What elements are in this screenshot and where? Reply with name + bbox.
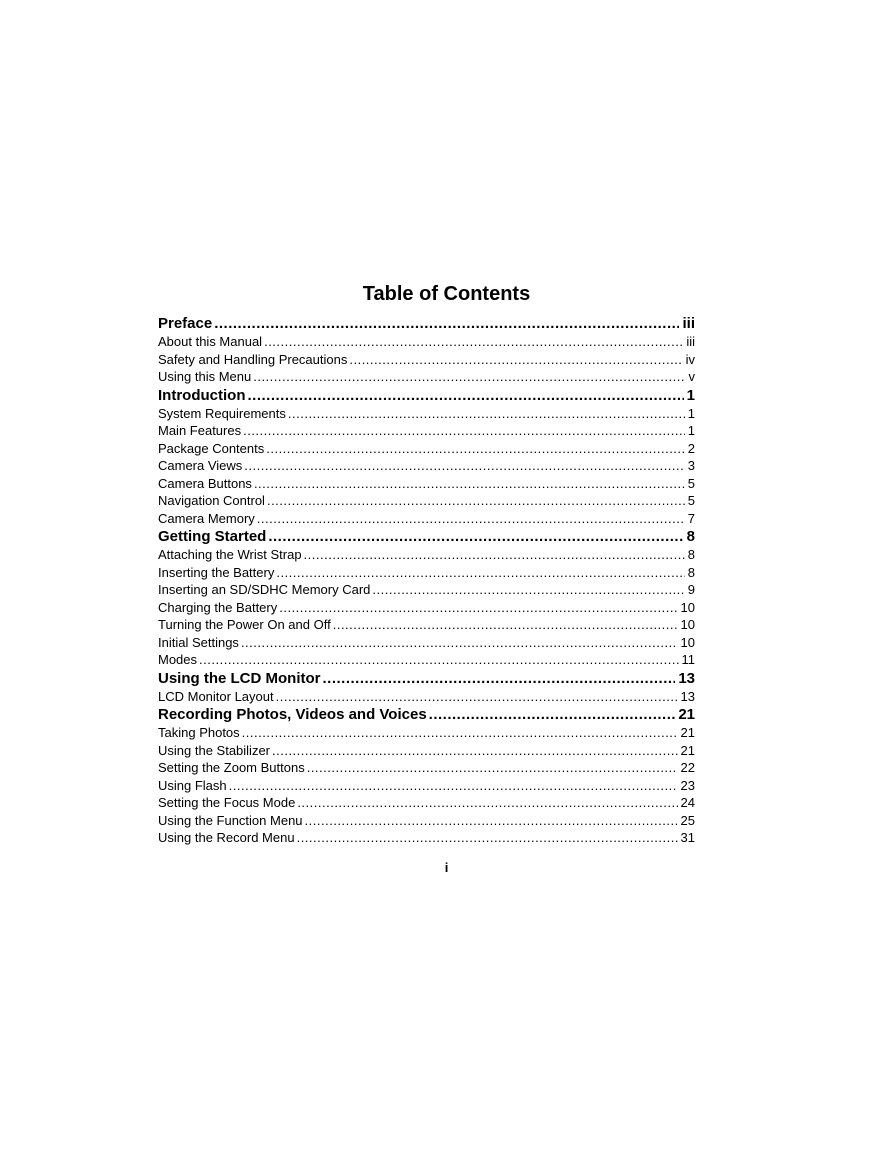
toc-leader-dots bbox=[333, 616, 678, 634]
toc-page-number: 24 bbox=[680, 795, 695, 810]
toc-entry[interactable] bbox=[158, 599, 695, 617]
toc-entry-title: Safety and Handling Precautions bbox=[158, 351, 348, 367]
toc-entry[interactable] bbox=[158, 777, 695, 795]
toc-page-number: 21 bbox=[678, 706, 695, 723]
toc-entry-title: Inserting the Battery bbox=[158, 564, 275, 580]
toc-page-number: 3 bbox=[687, 458, 695, 473]
toc-page-number: 10 bbox=[680, 599, 695, 615]
toc-leader-dots bbox=[242, 724, 678, 742]
toc-entry-title: About this Manual bbox=[158, 334, 263, 349]
toc-page-number: 25 bbox=[680, 812, 695, 828]
toc-page-number: 21 bbox=[680, 725, 695, 740]
toc-entry-title: Main Features bbox=[158, 423, 242, 438]
toc-entry-title: Setting the Focus Mode bbox=[158, 795, 296, 810]
toc-chapter-title: Recording Photos, Videos and Voices bbox=[158, 706, 427, 723]
toc-page-number: 9 bbox=[687, 582, 695, 597]
toc-entry-title: LCD Monitor Layout bbox=[158, 688, 274, 704]
toc-chapter-title: Introduction bbox=[158, 386, 246, 404]
toc-entry-title: Using this Menu bbox=[158, 369, 252, 384]
toc-entry[interactable] bbox=[158, 440, 695, 458]
toc-chapter-using-the-lcd-monitor[interactable] bbox=[158, 670, 695, 688]
toc-entry-title: Using the Record Menu bbox=[158, 830, 295, 845]
toc-entry[interactable] bbox=[158, 546, 695, 564]
toc-leader-dots bbox=[214, 315, 679, 333]
toc-entry[interactable] bbox=[158, 759, 695, 777]
toc-leader-dots bbox=[241, 634, 678, 652]
toc-page-number: iii bbox=[686, 334, 695, 349]
toc-entry-title: Inserting an SD/SDHC Memory Card bbox=[158, 582, 371, 597]
toc-page-number: 7 bbox=[687, 510, 695, 526]
toc-leader-dots bbox=[268, 528, 683, 546]
toc-chapter-title: Using the LCD Monitor bbox=[158, 669, 321, 687]
toc-chapter-preface[interactable] bbox=[158, 315, 695, 333]
toc-leader-dots bbox=[244, 457, 684, 475]
toc-entry-title: Taking Photos bbox=[158, 725, 240, 740]
toc-page-number: 23 bbox=[680, 777, 695, 793]
toc-page-number: 5 bbox=[687, 475, 695, 491]
page-number: i bbox=[444, 860, 449, 875]
toc-entry-title: Initial Settings bbox=[158, 634, 239, 650]
toc-list bbox=[158, 314, 695, 847]
toc-page-number: 11 bbox=[681, 652, 695, 667]
toc-page-number: 1 bbox=[687, 423, 695, 438]
toc-page-number: 1 bbox=[687, 405, 695, 421]
toc-leader-dots bbox=[305, 812, 678, 830]
toc-entry[interactable] bbox=[158, 405, 695, 423]
toc-page-number: 31 bbox=[680, 830, 695, 845]
toc-leader-dots bbox=[307, 759, 678, 777]
toc-entry[interactable] bbox=[158, 510, 695, 528]
toc-entry[interactable] bbox=[158, 742, 695, 760]
toc-leader-dots bbox=[264, 333, 683, 351]
toc-chapter-getting-started[interactable] bbox=[158, 528, 695, 546]
toc-entry[interactable] bbox=[158, 492, 695, 510]
toc-entry[interactable] bbox=[158, 794, 695, 812]
toc-entry[interactable] bbox=[158, 564, 695, 582]
toc-entry-title: Camera Memory bbox=[158, 510, 255, 526]
toc-leader-dots bbox=[254, 475, 685, 493]
toc-leader-dots bbox=[276, 564, 684, 582]
toc-leader-dots bbox=[349, 351, 682, 369]
toc-entry-title: Attaching the Wrist Strap bbox=[158, 547, 302, 562]
toc-entry-title: Camera Buttons bbox=[158, 475, 252, 491]
toc-page-number: 1 bbox=[686, 386, 695, 404]
toc-page-number: v bbox=[688, 369, 695, 384]
toc-page-number: 10 bbox=[680, 617, 695, 632]
toc-entry[interactable] bbox=[158, 634, 695, 652]
toc-leader-dots bbox=[272, 742, 678, 760]
toc-entry-title: System Requirements bbox=[158, 405, 286, 421]
toc-entry-title: Navigation Control bbox=[158, 493, 265, 508]
toc-leader-dots bbox=[372, 581, 684, 599]
toc-entry[interactable] bbox=[158, 651, 695, 669]
toc-leader-dots bbox=[297, 829, 678, 847]
toc-chapter-introduction[interactable] bbox=[158, 387, 695, 405]
toc-leader-dots bbox=[267, 492, 685, 510]
toc-chapter-title: Preface bbox=[158, 315, 213, 332]
toc-entry-title: Using the Stabilizer bbox=[158, 742, 270, 758]
toc-page-number: 13 bbox=[678, 669, 695, 687]
toc-page-number: 8 bbox=[687, 547, 695, 562]
toc-entry[interactable] bbox=[158, 724, 695, 742]
toc-entry-title: Using Flash bbox=[158, 777, 227, 793]
toc-entry[interactable] bbox=[158, 351, 695, 369]
toc-leader-dots bbox=[247, 387, 683, 405]
toc-entry-title: Using the Function Menu bbox=[158, 812, 303, 828]
toc-chapter-recording[interactable] bbox=[158, 706, 695, 724]
toc-leader-dots bbox=[279, 599, 677, 617]
toc-page-number: 13 bbox=[680, 688, 695, 704]
toc-page-number: 8 bbox=[687, 564, 695, 580]
toc-page-number: 2 bbox=[687, 440, 695, 456]
toc-leader-dots bbox=[253, 368, 685, 386]
toc-entry[interactable] bbox=[158, 688, 695, 706]
toc-leader-dots bbox=[276, 688, 678, 706]
toc-entry[interactable] bbox=[158, 457, 695, 475]
toc-entry-title: Turning the Power On and Off bbox=[158, 617, 331, 632]
toc-entry-title: Modes bbox=[158, 652, 198, 667]
toc-page-number: 22 bbox=[680, 760, 695, 775]
toc-page-number: iv bbox=[685, 351, 695, 367]
toc-entry[interactable] bbox=[158, 422, 695, 440]
toc-leader-dots bbox=[288, 405, 685, 423]
toc-entry[interactable] bbox=[158, 368, 695, 386]
toc-entry-title: Charging the Battery bbox=[158, 599, 278, 615]
toc-leader-dots bbox=[257, 510, 685, 528]
toc-entry-title: Camera Views bbox=[158, 458, 243, 473]
toc-leader-dots bbox=[199, 651, 678, 669]
toc-leader-dots bbox=[429, 706, 676, 724]
toc-chapter-title: Getting Started bbox=[158, 528, 267, 545]
toc-leader-dots bbox=[266, 440, 685, 458]
toc-leader-dots bbox=[322, 670, 675, 688]
toc-page-number: 5 bbox=[687, 493, 695, 508]
toc-entry[interactable] bbox=[158, 475, 695, 493]
toc-entry-title: Setting the Zoom Buttons bbox=[158, 760, 305, 775]
toc-page-number: iii bbox=[682, 315, 695, 332]
toc-entry-title: Package Contents bbox=[158, 440, 265, 456]
toc-entry[interactable] bbox=[158, 333, 695, 351]
toc-leader-dots bbox=[243, 422, 685, 440]
toc-page-number: 21 bbox=[680, 742, 695, 758]
toc-page-number: 8 bbox=[686, 528, 695, 545]
toc-entry[interactable] bbox=[158, 616, 695, 634]
toc-page-number: 10 bbox=[680, 634, 695, 650]
page-title: Table of Contents bbox=[362, 283, 531, 305]
toc-leader-dots bbox=[304, 546, 685, 564]
toc-entry[interactable] bbox=[158, 829, 695, 847]
toc-leader-dots bbox=[297, 794, 677, 812]
toc-leader-dots bbox=[229, 777, 678, 795]
toc-entry[interactable] bbox=[158, 581, 695, 599]
toc-entry[interactable] bbox=[158, 812, 695, 830]
